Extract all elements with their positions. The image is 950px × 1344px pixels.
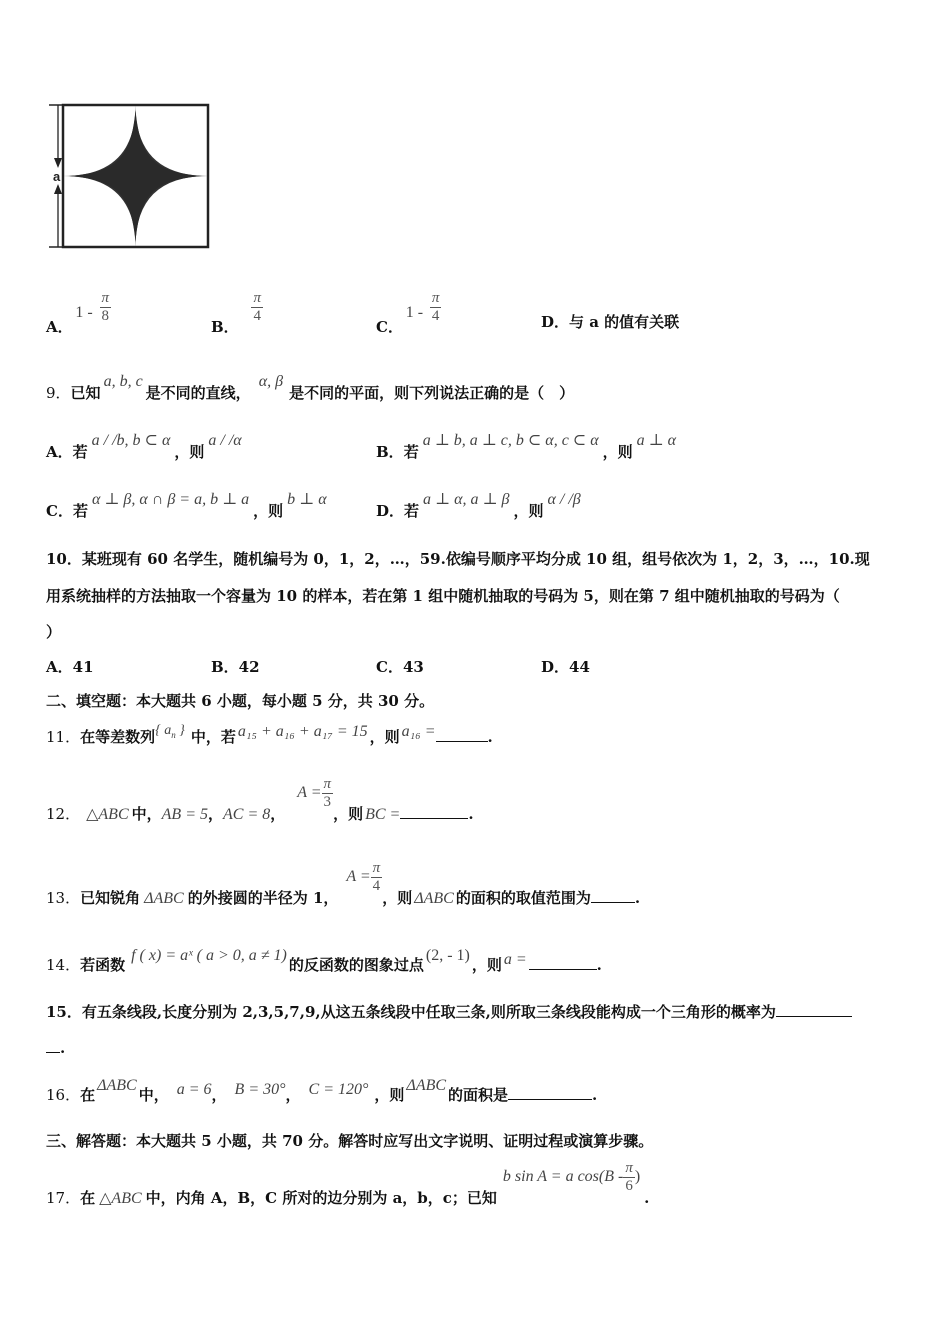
q9-option-d[interactable] bbox=[376, 491, 581, 521]
option-key: C． bbox=[376, 318, 403, 336]
stem-text: 已知锐角 bbox=[80, 889, 141, 907]
option-prefix: 1 - bbox=[75, 304, 93, 321]
option-text: ，则 bbox=[513, 502, 544, 520]
math-expr: α, β bbox=[258, 373, 284, 390]
option-text: 若 bbox=[403, 443, 419, 461]
section-heading-solutions: 三、解答题：本大题共 5 小题，共 70 分。解答时应写出文字说明、证明过程或演算步骤。 bbox=[46, 1132, 654, 1150]
q10-line-3: ） bbox=[46, 623, 62, 641]
q10-option-c[interactable]: C．43 bbox=[376, 658, 424, 676]
stem-text: 的面积的取值范围为 bbox=[455, 889, 591, 907]
math-expr: f ( x) = aˣ ( a > 0, a ≠ 1) bbox=[131, 947, 287, 964]
math-expr: C = 120° bbox=[308, 1081, 369, 1098]
dimension-label-a: a bbox=[53, 169, 61, 184]
stem-text: 中，若 bbox=[190, 728, 236, 746]
stem-text: ， bbox=[207, 805, 223, 823]
stem-text: 是不同的平面，则下列说法正确的是（ ） bbox=[289, 384, 575, 402]
math-expr: a ⊥ b, a ⊥ c, b ⊂ α, c ⊂ α bbox=[422, 432, 599, 449]
math-expr: a ⊥ α, a ⊥ β bbox=[423, 491, 510, 508]
q10-line-2: 用系统抽样的方法抽取一个容量为 10 的样本，若在第 1 组中随机抽取的号码为 5，则在第 7 组中随机抽取的号码为（ bbox=[46, 587, 840, 605]
math-expr: ΔABC bbox=[406, 1077, 447, 1094]
answer-blank[interactable] bbox=[400, 804, 468, 819]
math-fraction: $\frac{\pi}{3}$ bbox=[323, 776, 332, 810]
stem-text: . bbox=[596, 956, 602, 974]
math-expr: AB = 5 bbox=[161, 806, 208, 823]
stem-text: ，则 bbox=[369, 728, 400, 746]
stem-text: . bbox=[644, 1189, 650, 1207]
option-text: ，则 bbox=[174, 443, 205, 461]
q8-option-a[interactable] bbox=[46, 290, 111, 336]
q8-option-b[interactable] bbox=[211, 290, 263, 336]
math-expr: ΔABC bbox=[414, 890, 454, 907]
q11 bbox=[46, 723, 493, 748]
q9-option-a[interactable] bbox=[46, 432, 242, 462]
option-text: ，则 bbox=[253, 502, 284, 520]
stem-text: ，则 bbox=[374, 1086, 405, 1104]
math-expr: ) bbox=[634, 1168, 641, 1185]
math-expr: △ABC bbox=[99, 1190, 142, 1207]
stem-text: . bbox=[634, 889, 641, 907]
answer-blank[interactable] bbox=[591, 888, 635, 903]
q8-option-d[interactable] bbox=[541, 311, 679, 332]
stem-text: 在等差数列 bbox=[80, 728, 156, 746]
q10-option-b[interactable]: B．42 bbox=[211, 658, 260, 676]
math-expr: a₁₆ = bbox=[401, 723, 436, 740]
section-heading-fill-in: 二、填空题：本大题共 6 小题，每小题 5 分，共 30 分。 bbox=[46, 692, 435, 710]
math-expr: a₁₅ + a₁₆ + a₁₇ = 15 bbox=[237, 723, 368, 740]
stem-text: 的外接圆的半径为 1， bbox=[187, 889, 339, 907]
math-expr: a ⊥ α bbox=[636, 432, 677, 449]
question-number: 17． bbox=[46, 1189, 81, 1207]
q17 bbox=[46, 1160, 650, 1207]
math-expr: (2, - 1) bbox=[425, 947, 470, 964]
option-key: D． bbox=[541, 313, 570, 331]
math-expr: α ⊥ β, α ∩ β = a, b ⊥ a bbox=[91, 491, 250, 508]
stem-text: 在 bbox=[80, 1086, 96, 1104]
stem-text: ， bbox=[211, 1086, 227, 1104]
q14 bbox=[46, 947, 602, 975]
math-expr: a, b, c bbox=[103, 373, 143, 390]
stem-text: ， bbox=[285, 1086, 301, 1104]
math-expr: ΔABC bbox=[97, 1077, 137, 1094]
answer-blank[interactable] bbox=[436, 727, 488, 742]
option-prefix: 1 - bbox=[405, 304, 424, 321]
option-text: 若 bbox=[72, 443, 88, 461]
stem-text: 中， bbox=[131, 805, 162, 823]
math-expr: B = 30° bbox=[234, 1081, 286, 1098]
question-number: 11． bbox=[46, 728, 81, 746]
stem-text: 中，内角 A，B，C 所对的边分别为 a，b，c；已知 bbox=[145, 1189, 497, 1207]
answer-blank[interactable] bbox=[529, 955, 597, 970]
math-expr: α / /β bbox=[547, 491, 581, 508]
math-expr: A = bbox=[297, 784, 322, 801]
astroid-figure bbox=[44, 100, 214, 252]
stem-text: 中， bbox=[138, 1086, 169, 1104]
q9-option-b[interactable] bbox=[376, 432, 677, 462]
option-text: 与 a 的值有关联 bbox=[569, 313, 680, 331]
math-expr: a = 6 bbox=[176, 1081, 212, 1098]
math-fraction: $\frac{\pi}{6}$ bbox=[625, 1160, 633, 1194]
stem-text: . bbox=[468, 805, 474, 823]
q10-line-1: 10．某班现有 60 名学生，随机编号为 0，1，2，…，59.依编号顺序平均分成 10 组，组号依次为 1，2，3，…，10.现 bbox=[46, 550, 870, 568]
answer-blank[interactable] bbox=[508, 1085, 592, 1100]
option-key: B． bbox=[376, 443, 404, 461]
stem-text: . bbox=[592, 1086, 598, 1104]
option-text: ，则 bbox=[602, 443, 633, 461]
q9-option-c[interactable] bbox=[46, 491, 327, 521]
question-number: 14． bbox=[46, 956, 81, 974]
option-key: C． bbox=[46, 502, 73, 520]
option-fraction: $\frac{\pi}{4}$ bbox=[253, 290, 261, 324]
stem-text: . bbox=[487, 728, 493, 746]
question-number: 13． bbox=[46, 889, 81, 907]
stem-text: 的面积是 bbox=[448, 1086, 509, 1104]
stem-text: 若函数 bbox=[80, 956, 126, 974]
option-key: A． bbox=[46, 443, 73, 461]
math-expr: AC = 8 bbox=[223, 806, 271, 823]
option-fraction: $\frac{\pi}{4}$ bbox=[431, 290, 440, 324]
math-fraction: $\frac{\pi}{4}$ bbox=[372, 860, 381, 894]
answer-blank[interactable] bbox=[776, 1002, 852, 1017]
stem-text: ，则 bbox=[382, 889, 413, 907]
option-text: 若 bbox=[72, 502, 88, 520]
math-expr: a / /b, b ⊂ α bbox=[91, 432, 171, 449]
stem-text: ，则 bbox=[333, 805, 364, 823]
q10-option-d[interactable]: D．44 bbox=[541, 658, 590, 676]
stem-text: . bbox=[60, 1039, 66, 1057]
stem-text: 是不同的直线， bbox=[145, 384, 251, 402]
option-text: 若 bbox=[404, 502, 420, 520]
math-expr: △ABC bbox=[86, 806, 129, 823]
q12 bbox=[46, 776, 474, 823]
math-expr: ΔABC bbox=[144, 890, 184, 907]
q16 bbox=[46, 1077, 598, 1105]
question-number: 16． bbox=[46, 1086, 81, 1104]
option-key: B． bbox=[211, 318, 239, 336]
stem-text: ， bbox=[270, 805, 286, 823]
q15-line-2 bbox=[46, 1038, 65, 1057]
option-key: D． bbox=[376, 502, 405, 520]
math-expr: { $a_n$ } bbox=[155, 723, 185, 740]
q15-line-1 bbox=[46, 1001, 852, 1022]
stem-text: 已知 bbox=[70, 384, 101, 402]
q8-option-c[interactable] bbox=[376, 290, 441, 336]
math-expr: BC = bbox=[365, 806, 401, 823]
stem-text: 15．有五条线段,长度分别为 2,3,5,7,9,从这五条线段中任取三条,则所取三条线段能构成一个三角形的概率为 bbox=[46, 1003, 776, 1021]
math-expr: b sin A = a cos(B - bbox=[502, 1168, 624, 1185]
stem-text: ，则 bbox=[471, 956, 502, 974]
math-expr: A = bbox=[346, 868, 371, 885]
math-expr: a = bbox=[503, 951, 527, 968]
q9-stem bbox=[46, 373, 575, 403]
question-number: 12． bbox=[46, 805, 81, 823]
q10-option-a[interactable]: A．41 bbox=[46, 658, 94, 676]
math-expr: a / /α bbox=[208, 432, 242, 449]
q13 bbox=[46, 860, 641, 907]
option-key: A． bbox=[46, 318, 73, 336]
option-fraction: $\frac{\pi}{8}$ bbox=[101, 290, 110, 324]
math-expr: b ⊥ α bbox=[287, 491, 327, 508]
stem-text: 的反函数的图象过点 bbox=[288, 956, 424, 974]
answer-blank-continued[interactable] bbox=[46, 1038, 60, 1053]
stem-text: 在 bbox=[80, 1189, 96, 1207]
question-number: 9． bbox=[46, 384, 71, 402]
